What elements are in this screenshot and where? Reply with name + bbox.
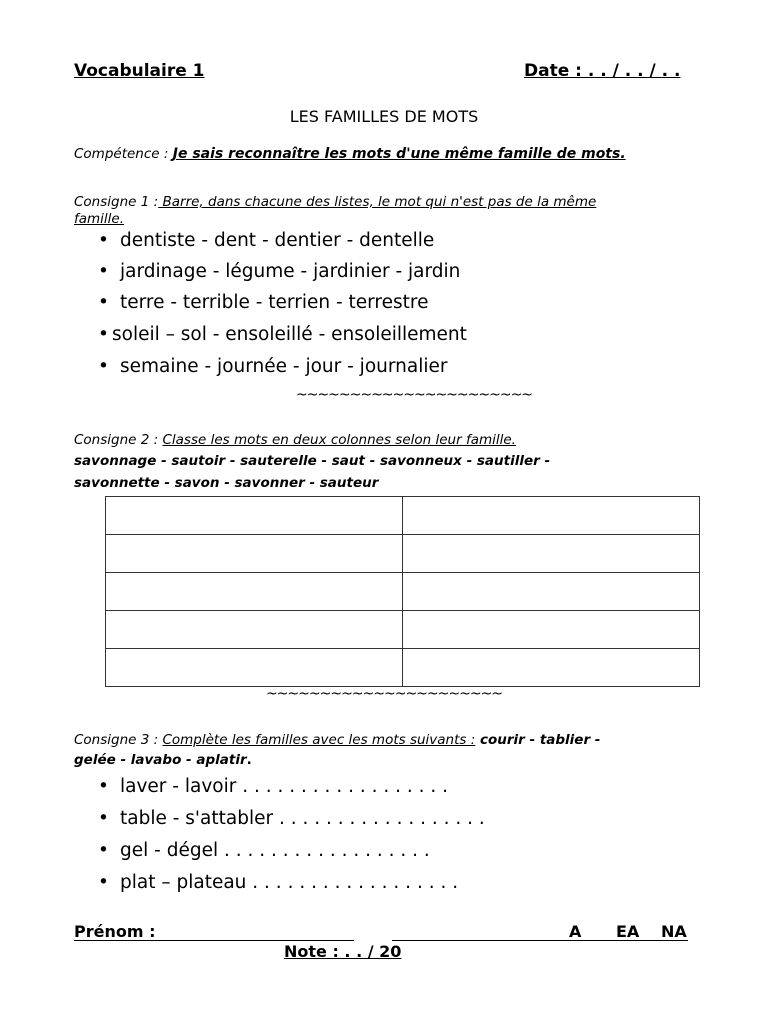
competence-label: Compétence : [74,146,173,162]
consigne-2-label: Consigne 2 : [74,432,163,448]
bullet-icon: • [98,776,109,797]
separator: ~~~~~~~~~~~~~~~~~~~~~~ [265,686,503,702]
bullet-icon: • [98,230,109,251]
list-item: • plat – plateau . . . . . . . . . . . . . . . . . . [98,872,459,893]
worksheet-title: Vocabulaire 1 [74,61,205,81]
prenom-line[interactable] [74,940,354,941]
consigne-1-label: Consigne 1 : [74,194,159,210]
table-cell[interactable] [106,497,403,535]
consigne-3-text: Complète les familles avec les mots suivants : [162,732,476,748]
bullet-icon: • [98,840,109,861]
table-row [106,497,700,535]
answer-blank[interactable]: . . . . . . . . . . . . . . . . . . [218,840,430,861]
table-row [106,649,700,687]
table-row [106,535,700,573]
page-title: LES FAMILLES DE MOTS [289,107,479,126]
grade-na[interactable]: NA [661,922,687,941]
table-cell[interactable] [403,573,700,611]
table-cell[interactable] [106,535,403,573]
list-item: • gel - dégel . . . . . . . . . . . . . . . . . . [98,840,430,861]
table-row [106,611,700,649]
answer-blank[interactable]: . . . . . . . . . . . . . . . . . . [273,808,485,829]
table-cell[interactable] [403,611,700,649]
bullet-icon: • [98,261,109,282]
date-field: Date : . . / . . / . . [524,61,681,81]
answer-blank[interactable]: . . . . . . . . . . . . . . . . . . [246,872,459,893]
consigne-2 [74,432,516,448]
grade-ea[interactable]: EA [616,922,640,941]
consigne-1-text: Barre, dans chacune des listes, le mot qui n'est pas de la même [158,194,597,210]
table-cell[interactable] [106,573,403,611]
list-item: • laver - lavoir . . . . . . . . . . . . . . . . . . [98,776,449,797]
consigne-3 [74,732,600,748]
table-cell[interactable] [403,497,700,535]
list-item: • dentiste - dent - dentier - dentelle [98,230,435,251]
table-row [106,573,700,611]
table-cell[interactable] [106,611,403,649]
list-item: • terre - terrible - terrien - terrestre [98,292,429,313]
competence-text: Je sais reconnaître les mots d'une même famille de mots. [172,146,626,162]
note-field: Note : . . / 20 [284,942,402,961]
word-list: savonnage - sautoir - sauterelle - saut - savonneux - sautiller - [74,453,551,469]
consigne-2-text: Classe les mots en deux colonnes selon leur famille. [162,432,516,448]
consigne-1-text-cont: famille. [74,211,125,227]
grade-line [392,940,688,941]
prenom-label: Prénom : [74,922,156,941]
competence [74,143,626,162]
bullet-icon: • [98,356,109,377]
list-item: • semaine - journée - jour - journalier [98,356,448,377]
grade-a[interactable]: A [569,922,582,941]
table-cell[interactable] [106,649,403,687]
bullet-icon: • [98,808,109,829]
classification-table [105,496,700,687]
table-cell[interactable] [403,649,700,687]
list-item: • jardinage - légume - jardinier - jardin [98,261,461,282]
bullet-icon: • [98,292,109,313]
consigne-3-words-cont: gelée - lavabo - aplatir. [74,752,252,768]
word-list-cont: savonnette - savon - savonner - sauteur [74,475,379,491]
list-item: • soleil – sol - ensoleillé - ensoleillement [98,324,467,345]
consigne-3-label: Consigne 3 : [74,732,163,748]
separator: ~~~~~~~~~~~~~~~~~~~~~~ [295,387,533,403]
bullet-icon: • [98,324,109,345]
list-item: • table - s'attabler . . . . . . . . . . . . . . . . . . [98,808,485,829]
answer-blank[interactable]: . . . . . . . . . . . . . . . . . . [236,776,449,797]
bullet-icon: • [98,872,109,893]
consigne-1 [74,194,596,210]
consigne-3-words: courir - tablier - [475,732,601,748]
table-cell[interactable] [403,535,700,573]
